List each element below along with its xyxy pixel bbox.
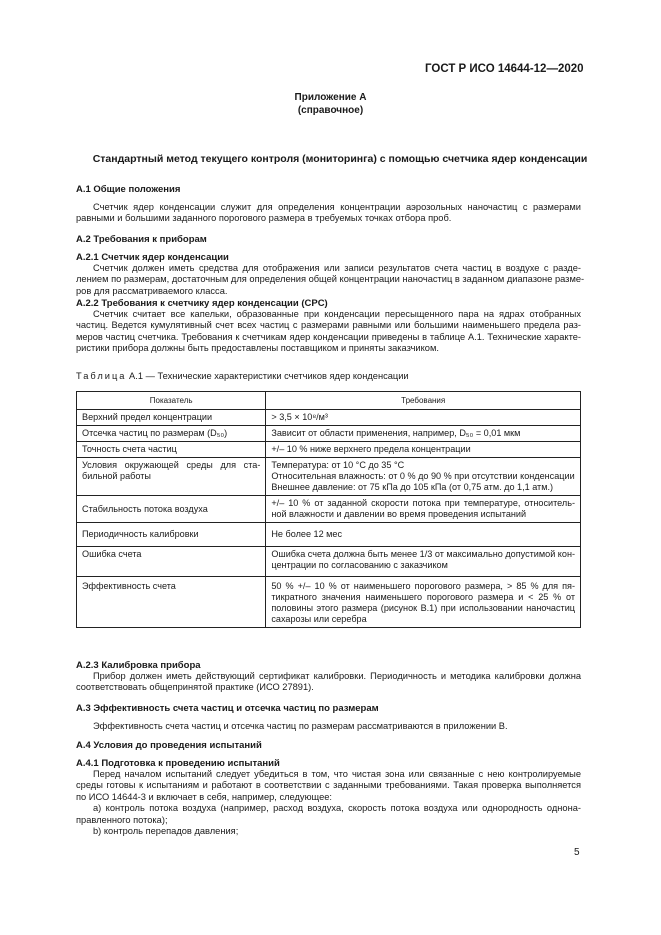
paragraph-a1 [76,202,581,225]
table-cell [266,458,581,496]
table-row [77,426,581,442]
table-row [77,523,581,547]
text-line: меров частиц счетчика. Требования к счетчикам ядер конденсации приведены в таблице А.1. Технические характе- [76,331,581,342]
cell-text: Внешнее давление: от 75 кПа до 105 кПа (от 0,75 атм. до 1,1 атм.) [271,482,554,492]
cell-text: тикратного значения наименьшего порогового размера и < 25 % от [271,592,575,602]
text-line: равными и большими заданного порогового размера в требуемых точках отбора проб. [76,213,452,224]
table-row [77,442,581,458]
heading-a22: А.2.2 Требования к счетчику ядер конденсации (CPC) [76,298,328,309]
table-cell [77,410,266,426]
main-title: Стандартный метод текущего контроля (мониторинга) с помощью счетчика ядер конденсации [92,153,588,165]
cell-text: Зависит от области применения, например, D₅₀ = 0,01 мкм [271,428,521,438]
column-header: Требования [266,392,581,410]
paragraph-a3 [76,721,581,732]
text-line: по ИСО 14644-3 и включает в себя, например, следующее: [76,791,333,802]
table-cell [266,410,581,426]
cell-text: центрации по согласованию с заказчиком [271,560,448,570]
paragraph-a41 [76,769,581,837]
spec-table [76,391,581,628]
cell-text: Относительная влажность: от 0 % до 90 % при отсутствии конденсации [271,471,575,481]
table-cell [77,523,266,547]
paragraph-a21 [76,263,585,297]
text-line: Прибор должен иметь действующий сертификат калибровки. Периодичность и методика калибровки должна [93,671,581,681]
page-number: 5 [574,847,580,858]
cell-text: Отсечка частиц по размерам (D₅₀) [82,428,228,438]
cell-text: Не более 12 мес [271,529,343,539]
table-cell [77,458,266,496]
text-line: Счетчик ядер конденсации служит для определения концентрации аэрозольных наночастиц с размерами [93,202,581,212]
table-cell [266,496,581,523]
paragraph-a22 [76,309,581,355]
cell-text: Условия окружающей среды для ста- [82,460,261,470]
cell-text: Точность счета частиц [82,444,177,454]
table-cell [77,496,266,523]
text-line: Счетчик считает все капельки, образованные при конденсации пересыщенного пара на ядрах отобранных [93,309,581,319]
heading-a3: А.3 Эффективность счета частиц и отсечка частиц по размерам [76,703,379,714]
table-cell [77,442,266,458]
paragraph-a23 [76,671,581,694]
table-row [77,458,581,496]
column-header: Показатель [77,392,266,410]
cell-text: Температура: от 10 °С до 35 °С [271,460,405,470]
table-row [77,410,581,426]
table-row [77,577,581,628]
heading-a2: А.2 Требования к приборам [76,234,207,245]
table-header-row [77,392,581,410]
table-row [77,547,581,577]
heading-a41: А.4.1 Подготовка к проведению испытаний [76,758,280,769]
table-cell [266,547,581,577]
table-cell [266,426,581,442]
cell-text: половины этого размера (рисунок В.1) при использовании наночастиц [271,603,575,613]
table-cell [266,442,581,458]
table-row [77,496,581,523]
text-line: правленного потока); [76,814,168,825]
table-cell [77,547,266,577]
text-line: Счетчик должен иметь средства для отображения или записи результатов счета частиц в воздухе с разде- [93,263,581,273]
text-line: частиц. Ведется кумулятивный счет всех частиц с размерами равными или большими наименьшего предела раз- [76,320,581,331]
heading-a4: А.4 Условия до проведения испытаний [76,740,262,751]
text-line: среды готовы к испытаниям и работают в соответствии с заданными требованиями. Такая проверка выполняется [76,780,581,791]
cell-text: ной влажности и давлении во время проведения испытаний [271,509,527,519]
table-caption [76,371,409,381]
text-line: ров для рассматриваемого класса. [76,285,228,296]
cell-text: Верхний предел концентрации [82,412,213,422]
cell-text: +/– 10 % от заданной скорости потока при температуре, относитель- [271,498,575,508]
text-line: Эффективность счета частиц и отсечка частиц по размерам рассматриваются в приложении В. [93,721,508,731]
table-cell [266,577,581,628]
table-cell [77,577,266,628]
text-line: ристики прибора должны быть предоставлены поставщиком и приняты заказчиком. [76,343,439,354]
standard-number: ГОСТ Р ИСО 14644-12—2020 [425,63,584,75]
cell-text: бильной работы [82,471,151,481]
text-line: соответствовать общепринятой практике (ИСО 27891). [76,682,314,693]
cell-text: Эффективность счета [82,581,176,591]
table-cell [77,426,266,442]
list-item: а) контроль потока воздуха (например, расход воздуха, скорость потока воздуха или однородность однона- [93,803,581,814]
appendix-title: Приложение А [294,92,367,103]
cell-text: сахарозы или серебра [271,614,367,624]
heading-a1: А.1 Общие положения [76,184,181,195]
cell-text: > 3,5 × 10⁸/м³ [271,412,328,422]
text-line: Перед началом испытаний следует убедиться в том, что чистая зона или связанные с нею контролируемые [93,769,581,779]
cell-text: Периодичность калибровки [82,529,199,539]
text-line: лением по размерам, достаточным для определения общей концентрации наночастиц в заданном диапазоне разме- [76,274,585,285]
table-caption-text: А.1 — Технические характеристики счетчиков ядер конденсации [129,371,409,381]
heading-a21: А.2.1 Счетчик ядер конденсации [76,252,229,263]
cell-text: Ошибка счета [82,549,142,559]
cell-text: 50 % +/– 10 % от наименьшего порогового размера, > 85 % для пя- [271,581,575,591]
table-cell [266,523,581,547]
list-item: b) контроль перепадов давления; [93,826,239,837]
cell-text: Стабильность потока воздуха [82,504,208,514]
table-caption-word: Таблица [76,371,127,381]
cell-text: +/– 10 % ниже верхнего предела концентрации [271,444,471,454]
heading-a23: А.2.3 Калибровка прибора [76,660,201,671]
cell-text: Ошибка счета должна быть менее 1/3 от максимально допустимой кон- [271,549,575,559]
appendix-subtitle: (справочное) [297,105,364,116]
